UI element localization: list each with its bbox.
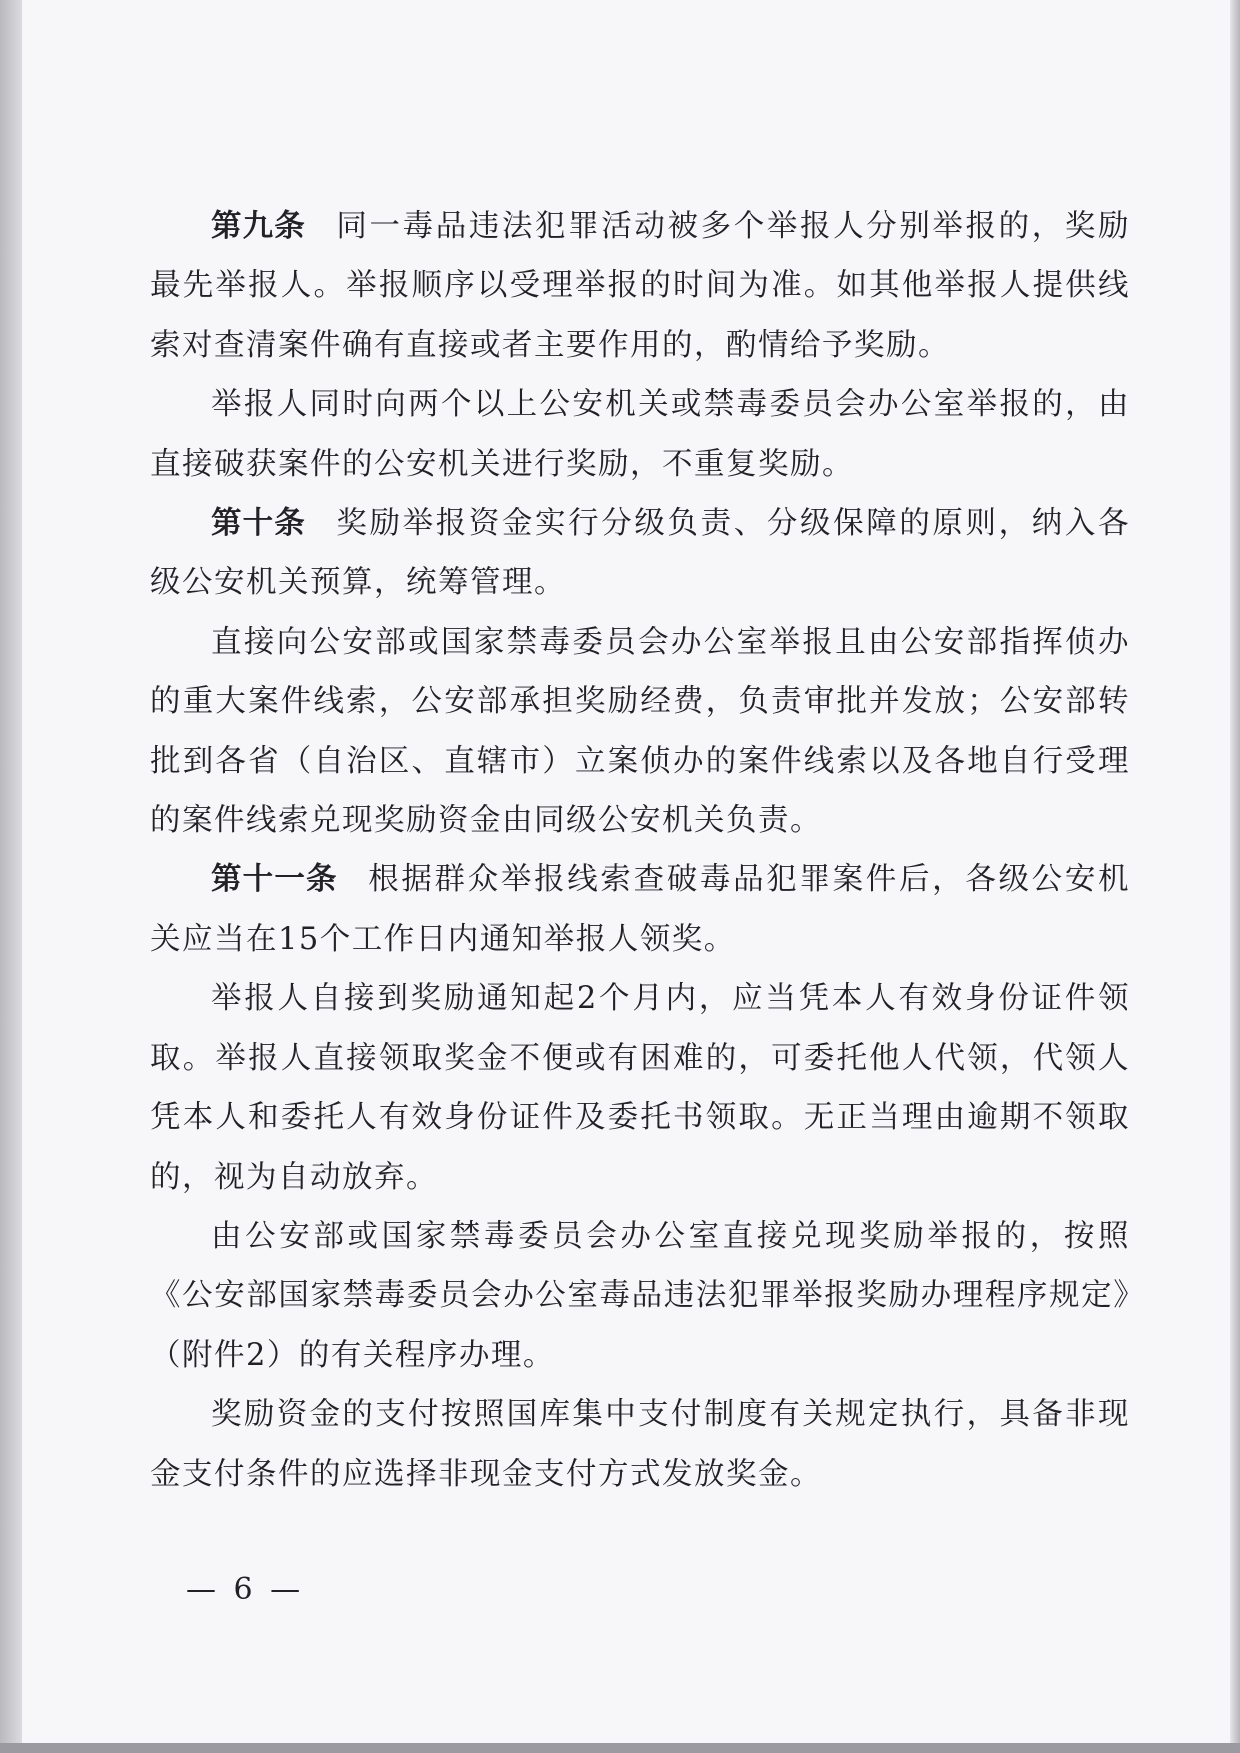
document-body — [150, 197, 1130, 1504]
paragraph-text: 奖励举报资金实行分级负责、分级保障的原则，纳入各级公安机关预算，统筹管理。 — [150, 506, 1131, 601]
paragraph-article-11-clause-4 — [150, 1385, 1130, 1504]
paragraph-article-11-clause-3 — [150, 1207, 1130, 1385]
document-page — [22, 0, 1230, 1743]
paragraph-text: 举报人同时向两个以上公安机关或禁毒委员会办公室举报的，由直接破获案件的公安机关进行奖励，不重复奖励。 — [150, 387, 1130, 482]
paragraph-article-9-clause-2 — [150, 375, 1130, 494]
paragraph-article-11 — [150, 850, 1130, 969]
paragraph-article-10-clause-2 — [150, 613, 1130, 851]
paragraph-article-11-clause-2 — [150, 969, 1130, 1207]
paragraph-text: 根据群众举报线索查破毒品犯罪案件后，各级公安机关应当在15个工作日内通知举报人领奖。 — [150, 862, 1131, 957]
paragraph-article-10 — [150, 494, 1130, 613]
article-title: 第九条 — [211, 209, 306, 244]
paragraph-article-9 — [150, 197, 1130, 375]
scan-shadow-left — [0, 0, 22, 1753]
page-number: — 6 — — [186, 1572, 305, 1607]
article-title: 第十一条 — [211, 862, 338, 898]
paragraph-text: 奖励资金的支付按照国库集中支付制度有关规定执行，具备非现金支付条件的应选择非现金支付方式发放奖金。 — [150, 1397, 1130, 1492]
article-title: 第十条 — [211, 506, 306, 542]
paragraph-text: 举报人自接到奖励通知起2个月内，应当凭本人有效身份证件领取。举报人直接领取奖金不便或有困难的，可委托他人代领，代领人凭本人和委托人有效身份证件及委托书领取。无正当理由逾期不领取的，视为自动放弃。 — [150, 981, 1130, 1195]
paragraph-text: 同一毒品违法犯罪活动被多个举报人分别举报的，奖励最先举报人。举报顺序以受理举报的时间为准。如其他举报人提供线索对查清案件确有直接或者主要作用的，酌情给予奖励。 — [150, 209, 1131, 363]
paragraph-text: 直接向公安部或国家禁毒委员会办公室举报且由公安部指挥侦办的重大案件线索，公安部承担奖励经费，负责审批并发放；公安部转批到各省（自治区、直辖市）立案侦办的案件线索以及各地自行受理的案件线索兑现奖励资金由同级公安机关负责。 — [150, 624, 1130, 839]
scan-shadow-bottom — [0, 1743, 1240, 1753]
paragraph-text: 由公安部或国家禁毒委员会办公室直接兑现奖励举报的，按照《公安部国家禁毒委员会办公室毒品违法犯罪举报奖励办理程序规定》（附件2）的有关程序办理。 — [150, 1218, 1130, 1373]
scan-shadow-right — [1230, 0, 1240, 1753]
